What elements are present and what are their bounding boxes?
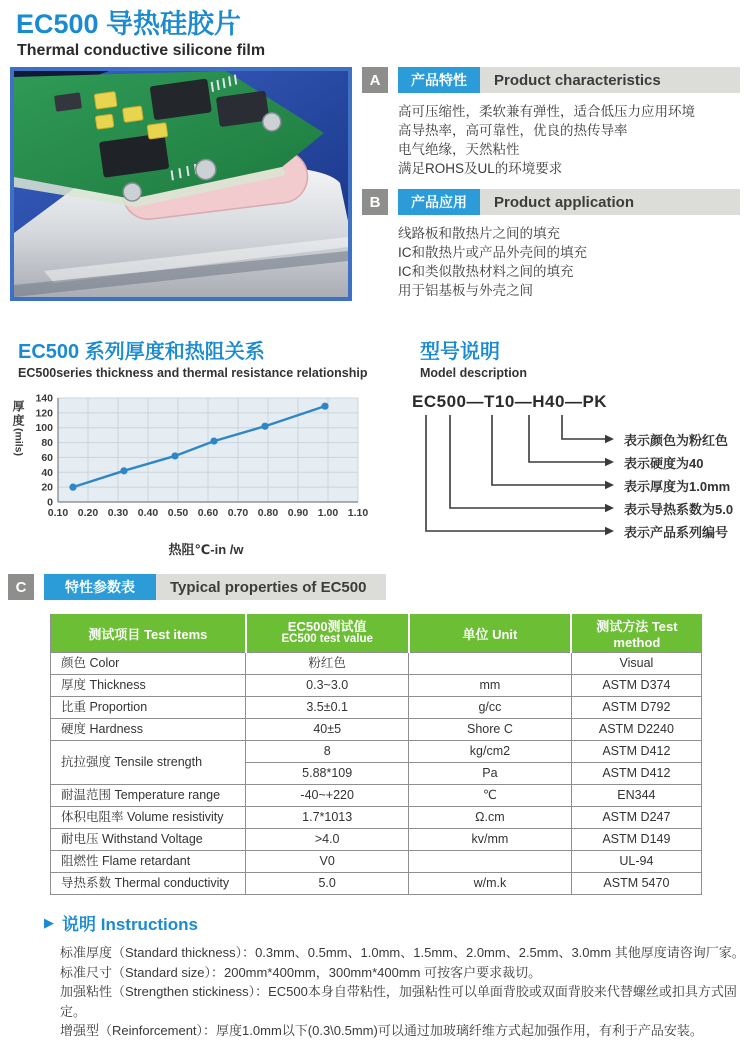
section-a-body — [398, 102, 740, 178]
section-b-letter-badge: B — [362, 189, 388, 215]
instructions-title: 说明 Instructions — [62, 915, 199, 934]
svg-text:0.90: 0.90 — [287, 507, 309, 519]
cell-unit: Ω.cm — [409, 807, 572, 829]
table-row — [51, 829, 702, 851]
cell-test-method: ASTM D2240 — [571, 719, 701, 741]
cell-test-method: UL-94 — [571, 851, 701, 873]
instructions-lines — [60, 943, 750, 1041]
cell-test-value: 5.0 — [246, 873, 409, 895]
chart-x-axis-label: 热阻℃-in /w — [168, 542, 244, 557]
cell-unit — [409, 653, 572, 675]
model-code-diagram — [412, 392, 750, 564]
feature-line: 电气绝缘，天然粘性 — [398, 142, 520, 157]
cell-unit: g/cc — [409, 697, 572, 719]
section-a-bar — [398, 67, 740, 93]
model-description-block — [412, 341, 750, 564]
page-header — [0, 0, 750, 60]
model-code: EC500—T10—H40—PK — [412, 392, 608, 411]
chart-data-point — [321, 403, 328, 410]
model-callout-label: 表示硬度为40 — [624, 456, 704, 471]
cell-unit: mm — [409, 675, 572, 697]
cell-test-item: 厚度 Thickness — [51, 675, 246, 697]
application-line: 用于铝基板与外壳之间 — [398, 283, 533, 298]
top-row — [10, 67, 750, 311]
cell-test-value: 粉红色 — [246, 653, 409, 675]
cell-test-method: ASTM D247 — [571, 807, 701, 829]
cell-test-item: 阻燃性 Flame retardant — [51, 851, 246, 873]
cell-unit: w/m.k — [409, 873, 572, 895]
header-test-value — [246, 614, 409, 653]
chart-block — [10, 341, 388, 564]
cell-test-value: -40~+220 — [246, 785, 409, 807]
cell-test-value: >4.0 — [246, 829, 409, 851]
chart-title-en: EC500series thickness and thermal resistance relationship — [18, 366, 368, 380]
table-header-row — [51, 614, 702, 653]
table-row — [51, 653, 702, 675]
cell-test-method: ASTM D412 — [571, 741, 701, 763]
svg-text:60: 60 — [41, 451, 53, 464]
svg-text:120: 120 — [35, 407, 53, 420]
section-c-title-zh: 特性参数表 — [44, 574, 156, 600]
section-a-letter-badge: A — [362, 67, 388, 93]
feature-line: 满足ROHS及UL的环境要求 — [398, 161, 563, 176]
cell-unit: kg/cm2 — [409, 741, 572, 763]
section-a-header — [362, 67, 740, 93]
cell-test-method: ASTM D149 — [571, 829, 701, 851]
model-title-zh: 型号说明 — [420, 341, 500, 363]
table-row — [51, 719, 702, 741]
thickness-resistance-chart — [10, 392, 388, 538]
cell-test-method: ASTM D412 — [571, 763, 701, 785]
chart-y-axis-label: 厚度 (mils) — [11, 400, 25, 457]
cell-test-value: 8 — [246, 741, 409, 763]
feature-line: 高导热率，高可靠性，优良的热传导率 — [398, 123, 628, 138]
cell-test-item: 体积电阻率 Volume resistivity — [51, 807, 246, 829]
cell-unit: ℃ — [409, 785, 572, 807]
header-test-value-zh: EC500测试值 — [287, 619, 367, 634]
cell-test-item: 颜色 Color — [51, 653, 246, 675]
section-c-title-en: Typical properties of EC500 — [170, 578, 367, 596]
table-row — [51, 851, 702, 873]
header-unit: 单位 Unit — [409, 614, 572, 653]
cell-test-value: 5.88*109 — [246, 763, 409, 785]
cell-unit — [409, 851, 572, 873]
svg-text:1.00: 1.00 — [317, 507, 339, 519]
svg-text:0.20: 0.20 — [77, 507, 99, 519]
section-b-header — [362, 189, 740, 215]
cell-test-method: Visual — [571, 653, 701, 675]
chart-data-point — [120, 467, 127, 474]
application-line: IC和散热片或产品外壳间的填充 — [398, 245, 587, 260]
svg-text:100: 100 — [35, 422, 53, 435]
cell-test-item: 抗拉强度 Tensile strength — [51, 741, 246, 785]
cell-test-item: 硬度 Hardness — [51, 719, 246, 741]
instructions-header — [44, 910, 750, 935]
instructions-section — [44, 910, 750, 1041]
page-title: EC500 导热硅胶片 — [16, 9, 242, 39]
svg-text:0.30: 0.30 — [107, 507, 129, 519]
svg-text:0.70: 0.70 — [227, 507, 249, 519]
svg-text:20: 20 — [41, 481, 53, 494]
cell-test-value: V0 — [246, 851, 409, 873]
section-c-header — [8, 574, 386, 600]
model-callout-label: 表示颜色为粉红色 — [624, 433, 729, 448]
mid-row — [10, 341, 750, 564]
table-row — [51, 785, 702, 807]
svg-text:0: 0 — [47, 496, 53, 509]
section-c-row — [8, 574, 386, 600]
cell-test-value: 40±5 — [246, 719, 409, 741]
header-test-items: 测试项目 Test items — [51, 614, 246, 653]
cell-test-method: ASTM D792 — [571, 697, 701, 719]
svg-text:1.10: 1.10 — [347, 507, 369, 519]
section-a-title-zh: 产品特性 — [398, 67, 480, 93]
cell-test-item: 耐温范围 Temperature range — [51, 785, 246, 807]
chart-title-zh: EC500 系列厚度和热阻关系 — [18, 341, 265, 363]
instruction-line: 增强型（Reinforcement）：厚度1.0mm以下(0.3\0.5mm)可以通过加玻璃纤维方式起加强作用，有利于产品安装。 — [60, 1023, 703, 1038]
cell-unit: kv/mm — [409, 829, 572, 851]
chart-data-point — [210, 437, 217, 444]
cell-test-value: 0.3~3.0 — [246, 675, 409, 697]
properties-table — [50, 614, 702, 895]
cell-test-item: 比重 Proportion — [51, 697, 246, 719]
svg-text:0.10: 0.10 — [47, 507, 69, 519]
cell-test-method: ASTM 5470 — [571, 873, 701, 895]
section-b-bar — [398, 189, 740, 215]
section-b-body — [398, 224, 740, 300]
cell-test-value: 3.5±0.1 — [246, 697, 409, 719]
feature-line: 高可压缩性，柔软兼有弹性，适合低压力应用环境 — [398, 104, 695, 119]
cell-test-item: 耐电压 Withstand Voltage — [51, 829, 246, 851]
application-line: 线路板和散热片之间的填充 — [398, 226, 560, 241]
cell-test-value: 1.7*1013 — [246, 807, 409, 829]
svg-text:0.80: 0.80 — [257, 507, 279, 519]
svg-text:0.50: 0.50 — [167, 507, 189, 519]
section-a-title-en: Product characteristics — [494, 71, 661, 89]
cell-unit: Shore C — [409, 719, 572, 741]
chart-data-point — [261, 423, 268, 430]
line-chart — [28, 392, 378, 538]
right-column — [362, 67, 740, 311]
header-test-value-en: EC500 test value — [281, 633, 373, 645]
instruction-line: 加强粘性（Strengthen stickiness）：EC500本身自带粘性，加强粘性可以单面背胶或双面背胶来代替螺丝或扣具方式固定。 — [60, 984, 737, 1019]
svg-text:40: 40 — [41, 466, 53, 479]
cell-test-method: EN344 — [571, 785, 701, 807]
table-row — [51, 697, 702, 719]
pcb-photo-illustration — [14, 71, 348, 297]
cell-test-item: 导热系数 Thermal conductivity — [51, 873, 246, 895]
section-c-bar — [44, 574, 386, 600]
table-row — [51, 873, 702, 895]
instruction-line: 标准厚度（Standard thickness）：0.3mm、0.5mm、1.0mm、1.5mm、2.0mm、2.5mm、3.0mm 其他厚度请咨询厂家。 — [60, 945, 745, 960]
table-row — [51, 675, 702, 697]
model-title-en: Model description — [420, 366, 527, 380]
svg-text:0.60: 0.60 — [197, 507, 219, 519]
instruction-line: 标准尺寸（Standard size）：200mm*400mm，300mm*400mm 可按客户要求裁切。 — [60, 964, 542, 980]
table-row — [51, 807, 702, 829]
svg-text:0.40: 0.40 — [137, 507, 159, 519]
chart-data-point — [69, 484, 76, 491]
cell-test-method: ASTM D374 — [571, 675, 701, 697]
section-b-title-zh: 产品应用 — [398, 189, 480, 215]
model-connector-lines — [412, 415, 622, 545]
product-photo — [10, 67, 352, 301]
application-line: IC和类似散热材料之间的填充 — [398, 264, 574, 279]
section-b-title-en: Product application — [494, 193, 635, 211]
model-callout-label: 表示产品系列编号 — [624, 525, 729, 540]
play-triangle-icon: ▶ — [44, 915, 54, 930]
header-test-method: 测试方法 Test method — [571, 614, 701, 653]
svg-text:140: 140 — [35, 392, 53, 405]
table-row — [51, 741, 702, 763]
model-callout-label: 表示厚度为1.0mm — [624, 479, 731, 494]
section-c-letter-badge: C — [8, 574, 34, 600]
chart-data-point — [171, 452, 178, 459]
page-subtitle: Thermal conductive silicone film — [17, 42, 266, 59]
cell-unit: Pa — [409, 763, 572, 785]
model-callout-label: 表示导热系数为5.0 — [624, 502, 734, 517]
svg-text:80: 80 — [41, 437, 53, 450]
